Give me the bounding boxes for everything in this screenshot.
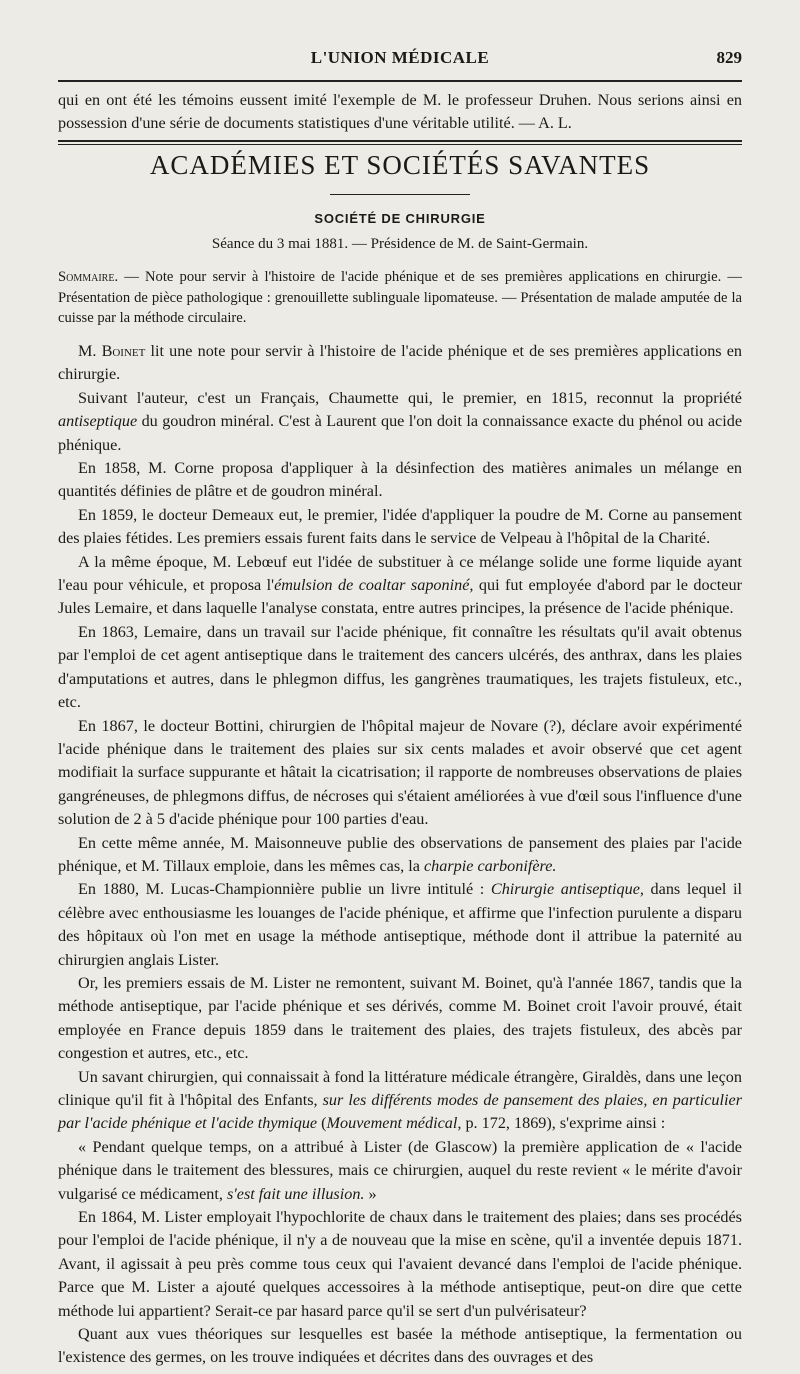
- paragraph-text: lit une note pour servir à l'histoire de l'acide phénique et de ses premières applications en chirurgie.: [58, 342, 742, 384]
- speaker-name: M. Boinet: [78, 342, 146, 360]
- paragraph-text: du goudron minéral. C'est à Laurent que l'on doit la connaissance exacte du phénol ou acide phénique.: [58, 412, 742, 454]
- article-body: [58, 340, 742, 1370]
- paragraph: [58, 387, 742, 457]
- paragraph: En 1858, M. Corne proposa d'appliquer à la désinfection des matières animales un mélange en quantités définies de plâtre et de goudron minéral.: [58, 459, 742, 501]
- italic-term: s'est fait une illusion.: [227, 1184, 365, 1203]
- intro-text: qui en ont été les témoins eussent imité l'exemple de M. le professeur Druhen. Nous serions ainsi en possession d'une série de documents statistiques d'une véritable utilité. — A. L.: [58, 91, 742, 133]
- sommaire: [58, 267, 742, 329]
- paragraph: En 1859, le docteur Demeaux eut, le premier, l'idée d'appliquer la poudre de M. Corne au pansement des plaies fétides. Les premiers essais furent faits dans le service de Velpeau à l'hôpital de la Charité.: [58, 505, 742, 548]
- section-rule-top: [58, 140, 742, 142]
- quotation-text: »: [364, 1184, 377, 1203]
- paragraph: En 1867, le docteur Bottini, chirurgien de l'hôpital majeur de Novare (?), déclare avoir expérimenté l'acide phénique dans le traitement des plaies sur six cents malades et avoir observé que cet agent modifiait la surface suppurante et hâtait la cicatrisation; il rapporte de nombreuses observations de plaies gangréneuses, de phlegmons diffus, de nécroses qui s'étaient améliorées à vue d'œil sous l'influence d'une solution de 2 à 5 d'acide phénique pour 100 parties d'eau.: [58, 716, 742, 829]
- paragraph: [58, 878, 742, 972]
- italic-term: charpie carbonifère.: [423, 856, 557, 875]
- italic-title: sur les différents modes de pansement des plaies, en particulier par l'acide phénique et l'acide thymique: [58, 1091, 742, 1133]
- paragraph: Or, les premiers essais de M. Lister ne remontent, suivant M. Boinet, qu'à l'année 1867, tandis que la méthode antiseptique, par l'acide phénique et ses dérivés, comme M. Boinet croit l'avoir prouvé, était employée en France depuis 1859 dans le traitement des plaies, des trajets fistuleux, des abcès par congestion et autres, etc., etc.: [58, 973, 742, 1063]
- paragraph-text: Suivant l'auteur, c'est un Français, Chaumette qui, le premier, en 1815, reconnut la propriété: [78, 388, 742, 407]
- paragraph: En 1863, Lemaire, dans un travail sur l'acide phénique, fit connaître les résultats qu'il avait obtenus par l'emploi de cet agent antiseptique dans le traitement des cancers ulcérés, des anthrax, dans les plaies d'amputations et autres, dans le phlegmon diffus, les gangrènes traumatiques, les trajets fistuleux, etc., etc.: [58, 622, 742, 712]
- section-rule-top-thin: [58, 144, 742, 145]
- intro-paragraph: [58, 89, 742, 136]
- paragraph-text: p. 172, 1869), s'exprime ainsi :: [461, 1114, 666, 1133]
- paragraph: [58, 551, 742, 621]
- paragraph: [58, 1066, 742, 1136]
- paragraph-text: Un savant chirurgien, qui connaissait à fond la littérature médicale étrangère, Giraldès, dans une leçon clinique qu'il fit à l'hôpital des Enfants,: [58, 1067, 742, 1109]
- page-number: 829: [716, 48, 742, 67]
- header-rule: [58, 80, 742, 82]
- paragraph-text: (: [317, 1114, 327, 1133]
- sommaire-label: Sommaire.: [58, 269, 119, 285]
- italic-title: Chirurgie antiseptique,: [490, 880, 644, 899]
- paragraph: [58, 340, 742, 387]
- italic-term: antiseptique: [58, 412, 138, 431]
- paragraph-text: En 1880, M. Lucas-Championnière publie un livre intitulé :: [78, 880, 491, 899]
- italic-term: émulsion de coaltar saponiné,: [274, 576, 474, 595]
- society-name: SOCIÉTÉ DE CHIRURGIE: [314, 211, 486, 226]
- quotation-text: « Pendant quelque temps, on a attribué à Lister (de Glascow) la première application de « l'acide phénique dans le traitement des blessures, mais ce chirurgien, auquel du reste revient « le mérite d'avoir vulgarisé ce médicament,: [58, 1137, 742, 1203]
- italic-source: Mouvement médical,: [326, 1114, 462, 1133]
- paragraph: Quant aux vues théoriques sur lesquelles est basée la méthode antiseptique, la fermentation ou l'existence des germes, on les trouve indiquées et décrites dans des ouvrages et des: [58, 1325, 742, 1367]
- section-title: ACADÉMIES ET SOCIÉTÉS SAVANTES: [149, 150, 651, 180]
- paragraph-text: A la même époque, M. Lebœuf eut l'idée de substituer à ce mélange solide une forme liquide ayant l'eau pour véhicule, et proposa l': [58, 552, 742, 595]
- seance-line: Séance du 3 mai 1881. — Présidence de M. de Saint-Germain.: [211, 236, 589, 252]
- paragraph: En 1864, M. Lister employait l'hypochlorite de chaux dans le traitement des plaies; dans ses procédés pour l'emploi de l'acide phénique, il n'y a de nouveau que la mise en scène, qu'il a inventée depuis 1871. Avant, il agissait à peu près comme tous ceux qui l'avaient devancé dans l'emploi de l'acide phénique. Parce que M. Lister a ajouté quelques accessoires à la méthode antiseptique, peut-on dire que cette méthode lui appartient? Serait-ce par hasard parce qu'il se sert d'un pulvérisateur?: [58, 1208, 742, 1320]
- paragraph-text: dans lequel il célèbre avec enthousiasme les louanges de l'acide phénique, et affirme que l'infection purulente a disparu des hôpitaux où l'on met en usage la méthode antiseptique, méthode dont il attribue la paternité au chirurgien anglais Lister.: [58, 880, 742, 969]
- quotation: [58, 1136, 742, 1206]
- section-divider: [330, 194, 470, 195]
- running-header: [58, 42, 742, 72]
- sommaire-text: — Note pour servir à l'histoire de l'acide phénique et de ses premières applications en chirurgie. — Présentation de pièce pathologique : grenouillette sublinguale lipomateuse. — Présentation de malade amputée de la cuisse par la méthode circulaire.: [58, 269, 742, 326]
- paragraph-text: qui fut employée d'abord par le docteur Jules Lemaire, et dans laquelle l'analyse constata, entre autres principes, la présence de l'acide phénique.: [58, 576, 742, 618]
- paragraph: [58, 832, 742, 879]
- paragraph-text: En cette même année, M. Maisonneuve publie des observations de pansement des plaies par l'acide phénique, et M. Tillaux emploie, dans les mêmes cas, la: [58, 833, 742, 875]
- journal-title: L'UNION MÉDICALE: [310, 48, 490, 67]
